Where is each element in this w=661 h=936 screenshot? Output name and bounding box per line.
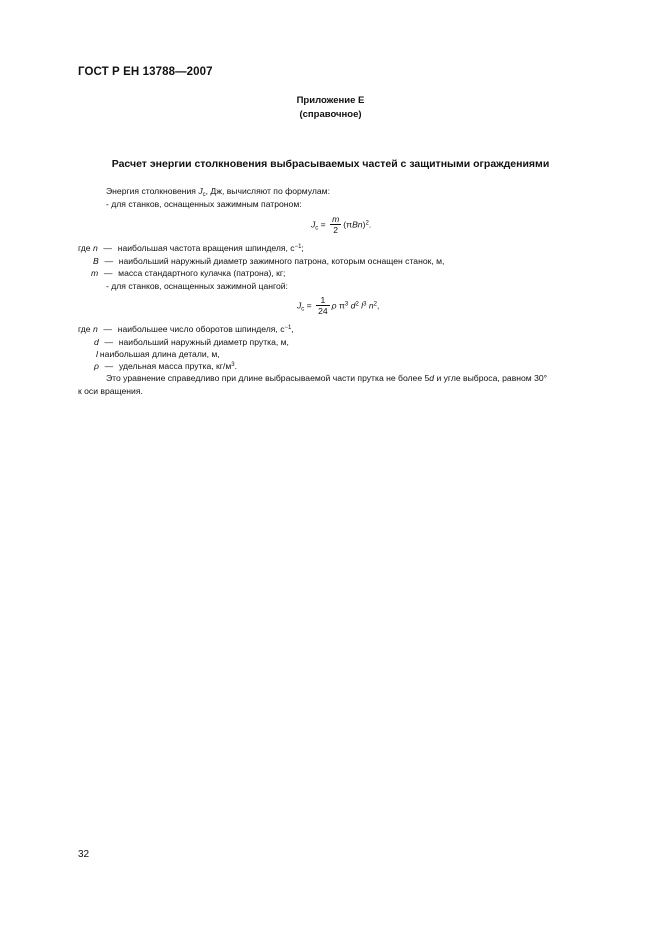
where-word: где <box>78 243 91 253</box>
intro-line <box>106 186 330 198</box>
where-word: где <box>78 324 91 334</box>
annex-title: Приложение Е <box>296 95 365 106</box>
case2-label: - для станков, оснащенных зажимной цангой: <box>106 281 288 291</box>
f2-end: , <box>376 300 380 311</box>
def-text: наибольшее число оборотов шпинделя, с <box>117 324 285 334</box>
def-text: наибольшая частота вращения шпинделя, с <box>117 243 295 253</box>
formula-2 <box>297 295 379 317</box>
def-sup: −1 <box>294 244 302 250</box>
def-row: B — наибольший наружный диаметр зажимного патрона, которым оснащен станок, м, <box>93 256 445 266</box>
def-row: где n — наибольшая частота вращения шпинделя, $с^{-1}$; <box>78 243 304 253</box>
f1-lhs: J <box>311 219 316 230</box>
def-row: d — наибольший наружный диаметр прутка, м, <box>94 337 289 347</box>
f1-fraction <box>330 214 341 236</box>
def-sup: 3 <box>231 362 235 368</box>
note-line-2: к оси вращения. <box>78 386 143 396</box>
def-end: ; <box>301 243 304 253</box>
f2-d: d <box>350 300 356 311</box>
def-symbol: n <box>92 243 98 253</box>
def-text: наибольший наружный диаметр зажимного патрона, которым оснащен станок, м, <box>118 256 445 266</box>
f2-denominator: 24 <box>318 306 328 316</box>
f2-lhs: J <box>297 300 302 311</box>
f2-l: l <box>361 300 364 311</box>
def-end: , <box>291 324 294 334</box>
f2-d-pow: 2 <box>355 301 359 308</box>
annex-status: (справочное) <box>299 109 362 120</box>
f2-eq: = <box>304 300 315 311</box>
def-text: масса стандартного кулачка (патрона), кг; <box>118 268 286 278</box>
f2-pi-pow: 3 <box>344 301 349 308</box>
note-text-a: Это уравнение справедливо при длине выбрасываемой части прутка не более 5 <box>106 373 430 383</box>
case1-label: - для станков, оснащенных зажимным патроном: <box>106 199 302 209</box>
f1-eq: = <box>318 219 329 230</box>
f2-l-pow: 3 <box>363 301 367 308</box>
f2-rho: ρ <box>331 300 337 311</box>
def-symbol: m <box>91 268 99 278</box>
def-symbol: l <box>96 349 98 359</box>
def-symbol: d <box>94 337 99 347</box>
def-sup: −1 <box>284 325 292 331</box>
def-symbol: n <box>92 324 98 334</box>
def-end: . <box>234 361 237 371</box>
f1-power: 2 <box>365 220 369 227</box>
def-row: ρ — удельная масса прутка, $кг/м^3$. <box>94 361 237 371</box>
page-number: 32 <box>78 849 90 860</box>
f2-lhs-sub: c <box>301 306 305 313</box>
f2-n: n <box>368 300 374 311</box>
f2-n-pow: 2 <box>373 301 377 308</box>
def-row <box>96 349 220 359</box>
f2-pi: π <box>338 300 345 311</box>
f1-open: ( <box>343 219 347 230</box>
f1-vars: Bn <box>352 219 363 230</box>
def-symbol: B <box>93 256 99 266</box>
f1-pi: π <box>346 219 353 230</box>
note-symbol: d <box>429 373 435 383</box>
formula-1 <box>311 214 371 236</box>
def-text: удельная масса прутка, кг/м <box>118 361 232 371</box>
f1-numerator: m <box>332 214 340 224</box>
intro-symbol: J <box>198 186 203 196</box>
intro-suffix: , Дж, вычисляют по формулам: <box>205 186 330 196</box>
f1-denominator: 2 <box>333 225 339 235</box>
intro-symbol-sub: c <box>202 192 206 198</box>
def-symbol: ρ <box>94 361 99 371</box>
f1-close: ) <box>362 219 366 230</box>
section-heading: Расчет энергии столкновения выбрасываемых частей с защитными ограждениями <box>111 158 550 170</box>
f2-fraction <box>316 295 330 317</box>
def-text: наибольшая длина детали, м, <box>99 349 220 359</box>
note-text-b: и угле выброса, равном 30° <box>434 373 548 383</box>
def-row: m — масса стандартного кулачка (патрона), кг; <box>91 268 286 278</box>
f1-lhs-sub: c <box>315 225 319 232</box>
intro-prefix: Энергия столкновения <box>106 186 199 196</box>
standard-number: ГОСТ Р ЕН 13788—2007 <box>78 66 213 78</box>
f2-numerator: 1 <box>316 295 330 306</box>
def-row: где n — наибольшее число оборотов шпинделя, $с^{-1}$, <box>78 324 294 334</box>
f1-end: . <box>368 219 372 230</box>
note-line-1 <box>106 373 547 383</box>
def-text: наибольший наружный диаметр прутка, м, <box>118 337 289 347</box>
